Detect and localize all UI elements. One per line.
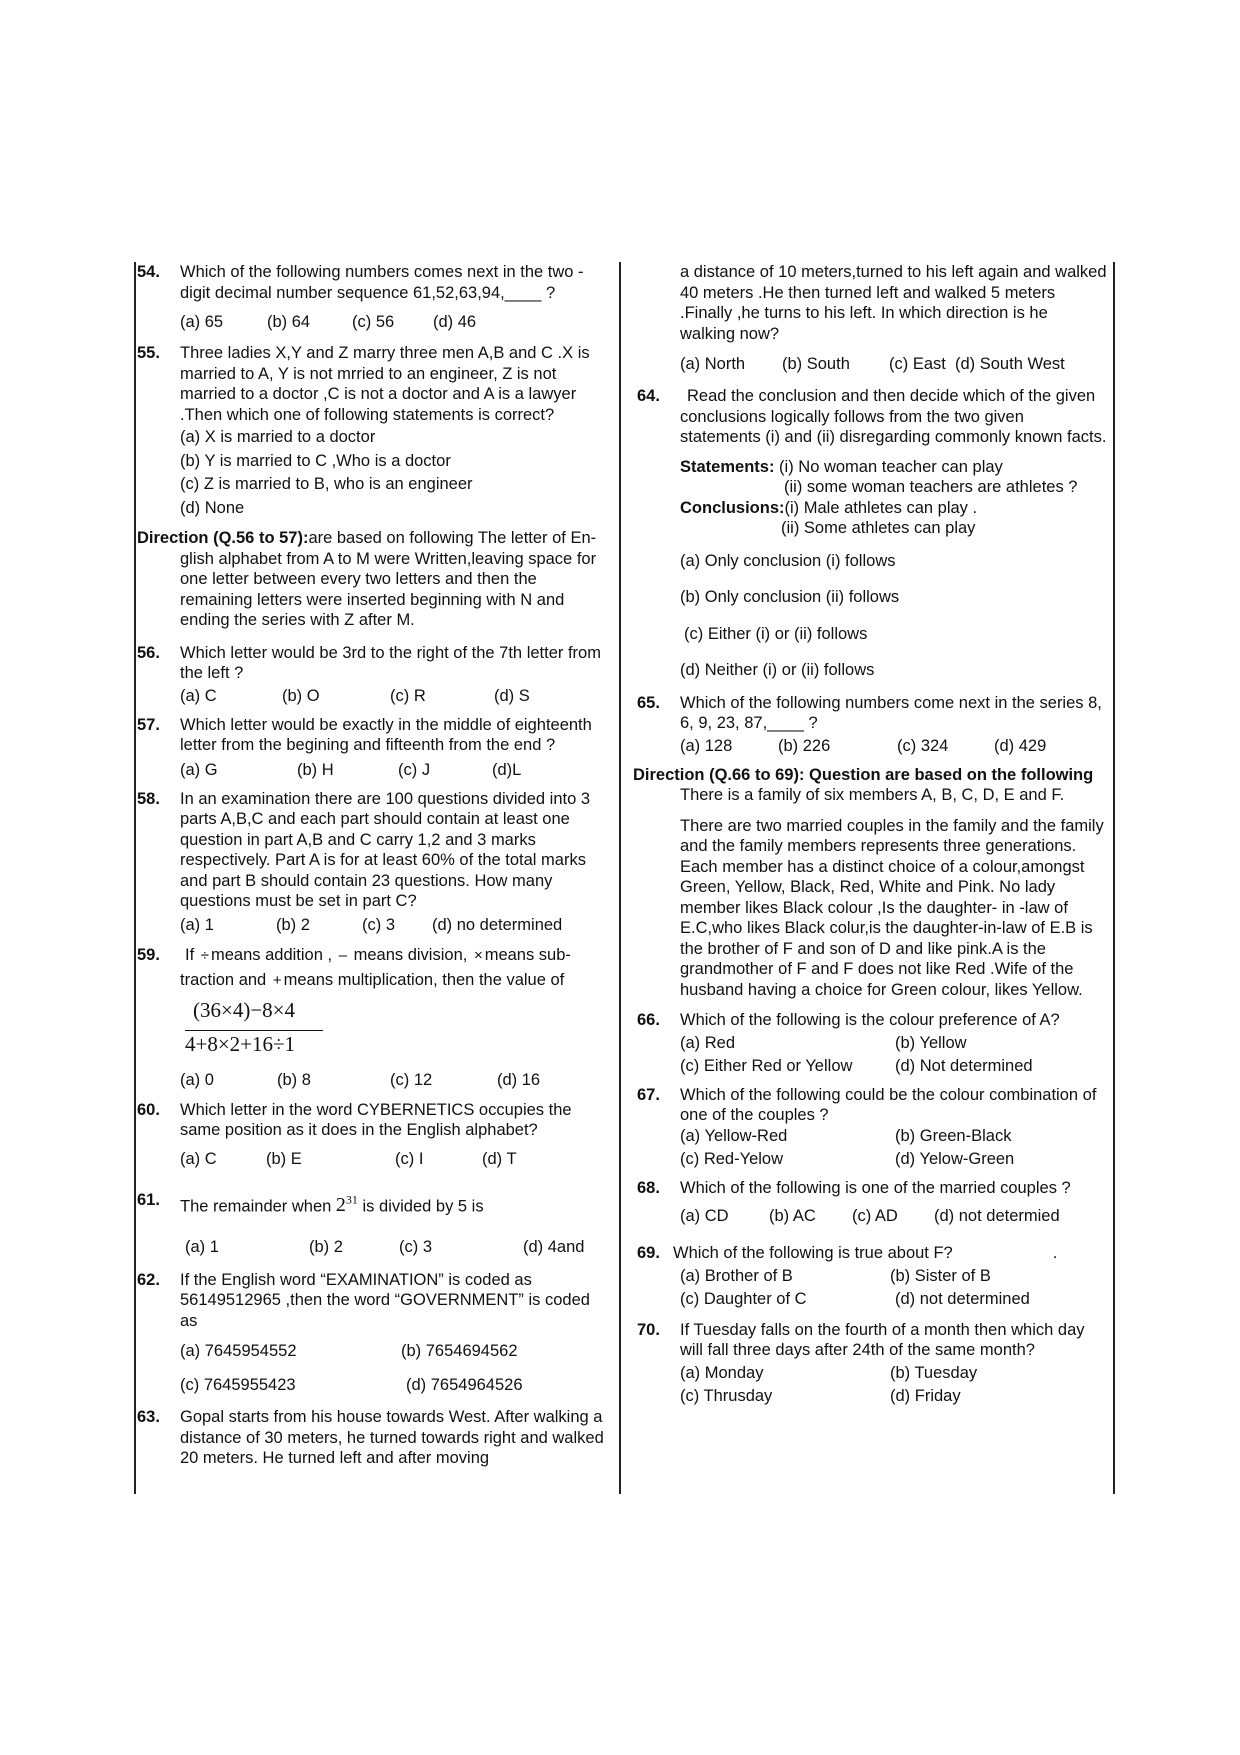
question-text: If Tuesday falls on the fourth of a month then which day will fall three days after 24th of the same month? [680, 1320, 1085, 1359]
option-a: (a) 128 [680, 736, 733, 755]
option-a: (a) 65 [180, 313, 224, 331]
option-b: (b) Green-Black [895, 1126, 1012, 1145]
option-b: (b) Y is married to C ,Who is a doctor [180, 451, 451, 470]
options-row [680, 1149, 1107, 1170]
question-69 [637, 1243, 1107, 1310]
question-70 [637, 1320, 1107, 1407]
question-number: 58. [137, 789, 160, 808]
fraction-bar [185, 1030, 323, 1032]
text-traction: traction and [180, 971, 267, 989]
option-c: (c) Red-Yelow [680, 1149, 784, 1168]
option-a: (a) C [180, 686, 217, 705]
divide-symbol: ÷ [200, 946, 209, 964]
option-a: (a) Only conclusion (i) follows [680, 551, 896, 570]
question-number: 70. [637, 1320, 660, 1339]
times-symbol: × [473, 946, 483, 964]
left-column [137, 262, 607, 1469]
options-row [180, 686, 607, 707]
question-67 [637, 1085, 1107, 1170]
center-divider-rule [619, 262, 621, 1494]
question-number: 69. [637, 1244, 660, 1262]
question-number: 65. [637, 693, 660, 712]
question-number: 67. [637, 1085, 660, 1104]
option-b: (b) O [282, 686, 320, 705]
text-division: means division, [353, 945, 468, 964]
stray-dot: . [1052, 1244, 1058, 1262]
question-text: Which of the following is the colour preference of A? [680, 1011, 1060, 1029]
option-a: (a) 7645954552 [180, 1342, 297, 1361]
option-c: (c) Daughter of C [680, 1289, 807, 1308]
question-66 [637, 1010, 1107, 1077]
question-number: 62. [137, 1270, 160, 1289]
direction-heading: Direction (Q.66 to 69): Question are based on the following [633, 765, 1094, 784]
direction-66-69 [633, 765, 1107, 1001]
direction-lead: are based on following The letter of En- [308, 529, 597, 547]
statement-1: (i) No woman teacher can play [779, 457, 1003, 476]
statement-2: (ii) some woman teachers are athletes ? [784, 478, 1078, 496]
options-row [680, 736, 1107, 757]
option-d: (d) South West [955, 355, 1065, 373]
text-if: If [185, 945, 195, 964]
option-b: (b) 2 [276, 915, 310, 934]
option-a: (a) C [180, 1149, 217, 1168]
option-b: (b) Only conclusion (ii) follows [680, 588, 900, 606]
question-number: 55. [137, 344, 160, 362]
text-subtraction: means sub- [484, 945, 571, 964]
text-addition: means addition , [211, 945, 333, 964]
question-number: 66. [637, 1011, 660, 1029]
options-row [680, 354, 1107, 375]
option-b: (b) AC [769, 1207, 816, 1225]
option-d: (d) 16 [497, 1070, 541, 1089]
option-a: (a) Brother of B [680, 1266, 793, 1285]
question-68 [637, 1178, 1107, 1228]
right-border-rule [1113, 262, 1115, 1494]
option-c: (c) I [395, 1149, 424, 1168]
question-64 [637, 386, 1107, 681]
options-row [680, 1126, 1107, 1147]
question-text: Gopal starts from his house towards West. After walking a distance of 30 meters, he turned towards right and walked 20 meters. He turned left and after moving [180, 1408, 604, 1468]
option-d: (d) T [482, 1149, 517, 1168]
question-text: Which of the following is true about F? [673, 1244, 953, 1262]
question-text: The remainder when [180, 1197, 332, 1216]
option-c: (c) J [398, 760, 431, 779]
question-number: 63. [137, 1408, 160, 1427]
question-text: Which of the following numbers come next in the series 8, 6, 9, 23, 87,____ ? [680, 693, 1102, 732]
question-text: Read the conclusion and then decide which of the given conclusions logically follows from the two given statements (i) and (ii) disregarding commonly known facts. [680, 387, 1107, 446]
options-row [680, 1206, 1107, 1227]
option-b: (b) Tuesday [890, 1363, 978, 1382]
options-row [180, 760, 607, 781]
power-expression [336, 1194, 358, 1216]
conclusion-2: (ii) Some athletes can play [781, 519, 976, 537]
option-d: (d) Friday [890, 1386, 961, 1405]
question-text: Which letter in the word CYBERNETICS occupies the same position as it does in the English alphabet? [180, 1100, 572, 1139]
option-d: (d) no determined [432, 915, 563, 934]
option-d: (d)L [492, 760, 522, 779]
fraction-expression [185, 997, 607, 1064]
question-number: 59. [137, 945, 160, 964]
question-text: Which letter would be exactly in the middle of eighteenth letter from the begining and fifteenth from the end ? [180, 715, 592, 754]
question-number: 60. [137, 1100, 160, 1119]
question-63-continued [637, 262, 1107, 375]
option-a: (a) 1 [185, 1237, 219, 1256]
question-60 [137, 1100, 607, 1170]
question-text: Which of the following numbers comes next in the two - digit decimal number sequence 61,52,63,94,____ ? [180, 263, 584, 302]
right-column [633, 262, 1107, 1407]
question-text: Which of the following is one of the married couples ? [680, 1178, 1071, 1197]
question-61 [137, 1190, 607, 1258]
power-exponent: 31 [345, 1192, 358, 1207]
option-d: (d) not determied [934, 1207, 1060, 1225]
option-b: (b) Yellow [895, 1033, 967, 1052]
option-d: (d) 4and [523, 1237, 585, 1256]
direction-body: There are two married couples in the family and the family and the family members represents three generations. Each member has a distinct choice of a colour,amongst Green, Yellow, Black, Red, White and Pink. No lady member likes Black colour ,Is the daughter- in -law of E.C,who likes Black colur,is the daughter-in-law of E.B is the brother of F and son of D and like pink.A is the grandmother of F and F does not like Red .Wife of the husband having a choice for Green colour, likes Yellow. [680, 816, 1104, 999]
option-a: (a) 0 [180, 1070, 214, 1089]
question-text: In an examination there are 100 questions divided into 3 parts A,B,C and each part should contain at least one question in part A,B and C carry 1,2 and 3 marks respectively. Part A is for at least 60% of the total marks and part B should contain 23 questions. How many questions must be set in part C? [180, 789, 591, 910]
option-d: (d) 7654964526 [406, 1376, 523, 1395]
conclusion-1: (i) Male athletes can play . [784, 498, 978, 517]
option-a: (a) 1 [180, 915, 214, 934]
option-b: (b) E [266, 1149, 302, 1168]
option-a: (a) Red [680, 1033, 736, 1052]
question-56 [137, 643, 607, 707]
question-number: 64. [637, 387, 660, 405]
option-b: (b) 2 [309, 1237, 343, 1256]
option-b: (b) 226 [778, 736, 831, 755]
option-d: (d) 429 [994, 736, 1047, 755]
option-c: (c) 12 [390, 1070, 433, 1089]
option-c: (c) Z is married to B, who is an engineer [180, 475, 473, 493]
direction-heading: Direction (Q.56 to 57): [137, 529, 309, 547]
option-c: (c) 3 [362, 915, 395, 934]
options-row [180, 1237, 607, 1258]
option-c: (c) 56 [352, 313, 395, 331]
option-b: (b) South [782, 355, 850, 373]
question-text-end: is divided by 5 is [362, 1197, 484, 1216]
option-c: (c) 324 [897, 736, 949, 755]
options-row [180, 1341, 607, 1362]
direction-56-57 [137, 528, 607, 631]
options-row [180, 915, 607, 936]
option-a: (a) G [180, 760, 218, 779]
option-b: (b) H [297, 760, 334, 779]
option-a: (a) North [680, 355, 746, 373]
question-65 [637, 693, 1107, 757]
question-54 [137, 262, 607, 333]
question-text: Which of the following could be the colour combination of one of the couples ? [680, 1085, 1097, 1124]
fraction-denominator: 4+8×2+16÷1 [185, 1031, 296, 1056]
option-c: (c) 7645955423 [180, 1376, 296, 1395]
left-border-rule [134, 262, 136, 1494]
power-base: 2 [335, 1194, 346, 1217]
option-c: (c) Either Red or Yellow [680, 1056, 853, 1075]
options-row [680, 1056, 1107, 1077]
question-text: Which letter would be 3rd to the right of the 7th letter from the left ? [180, 643, 601, 682]
direction-body: glish alphabet from A to M were Written,leaving space for one letter between every two letters and then the remaining letters were inserted beginning with N and ending the series with Z after M. [180, 549, 597, 629]
statements-label: Statements: [680, 457, 775, 476]
options-row [180, 1149, 607, 1170]
option-d: (d) Neither (i) or (ii) follows [680, 661, 875, 679]
question-58 [137, 789, 607, 936]
question-number: 54. [137, 263, 160, 281]
options-row [680, 1386, 1107, 1407]
minus-symbol: – [338, 946, 348, 964]
question-number: 57. [137, 715, 160, 734]
question-63 [137, 1407, 607, 1469]
text-multiplication: means multiplication, then the value of [283, 971, 565, 989]
option-c: (c) Thrusday [680, 1386, 773, 1405]
option-c: (c) R [390, 686, 426, 705]
option-a: (a) Monday [680, 1363, 764, 1382]
question-text: If the English word “EXAMINATION” is coded as 56149512965 ,then the word “GOVERNMENT” is coded as [180, 1270, 590, 1330]
option-d: (d) Yelow-Green [895, 1149, 1015, 1168]
option-d: (d) 46 [433, 313, 477, 331]
option-b: (b) 7654694562 [401, 1342, 518, 1361]
question-number: 56. [137, 643, 160, 662]
options-row [680, 1363, 1107, 1384]
option-c: (c) East [889, 355, 946, 373]
question-number: 61. [137, 1190, 160, 1209]
fraction-numerator: (36×4)−8×4 [193, 997, 296, 1022]
option-b: (b) Sister of B [890, 1266, 991, 1285]
question-number: 68. [637, 1178, 660, 1197]
question-59 [137, 945, 607, 1091]
options-row [180, 1070, 607, 1091]
option-c: (c) 3 [399, 1237, 432, 1256]
question-text: Three ladies X,Y and Z marry three men A,B and C .X is married to A, Y is not mrried to an engineer, Z is not married to a doctor ,C is not a doctor and A is a lawyer .Then which one of following statements is correct? [180, 344, 590, 424]
option-c: (c) Either (i) or (ii) follows [684, 624, 868, 643]
option-b: (b) 8 [277, 1070, 311, 1089]
conclusions-label: Conclusions: [680, 498, 785, 517]
options-row [680, 1033, 1107, 1054]
options-row [180, 312, 607, 333]
direction-intro: There is a family of six members A, B, C, D, E and F. [680, 786, 1065, 804]
option-c: (c) AD [852, 1207, 898, 1225]
option-d: (d) not determined [895, 1289, 1030, 1308]
question-text-continued: a distance of 10 meters,turned to his left again and walked 40 meters .He then turned left and walked 5 meters .Finally ,he turns to his left. In which direction is he walking now? [680, 263, 1107, 343]
option-d: (d) None [180, 498, 245, 517]
option-a: (a) Yellow-Red [680, 1126, 788, 1145]
question-55 [137, 343, 607, 518]
options-row [180, 1375, 607, 1396]
option-d: (d) Not determined [895, 1056, 1033, 1075]
option-a: (a) CD [680, 1207, 729, 1225]
question-62 [137, 1270, 607, 1397]
option-b: (b) 64 [267, 313, 311, 331]
plus-symbol: + [272, 972, 282, 989]
option-d: (d) S [494, 686, 530, 705]
question-57 [137, 715, 607, 781]
option-a: (a) X is married to a doctor [180, 428, 376, 446]
options-row [673, 1289, 1107, 1310]
options-row [673, 1266, 1107, 1287]
